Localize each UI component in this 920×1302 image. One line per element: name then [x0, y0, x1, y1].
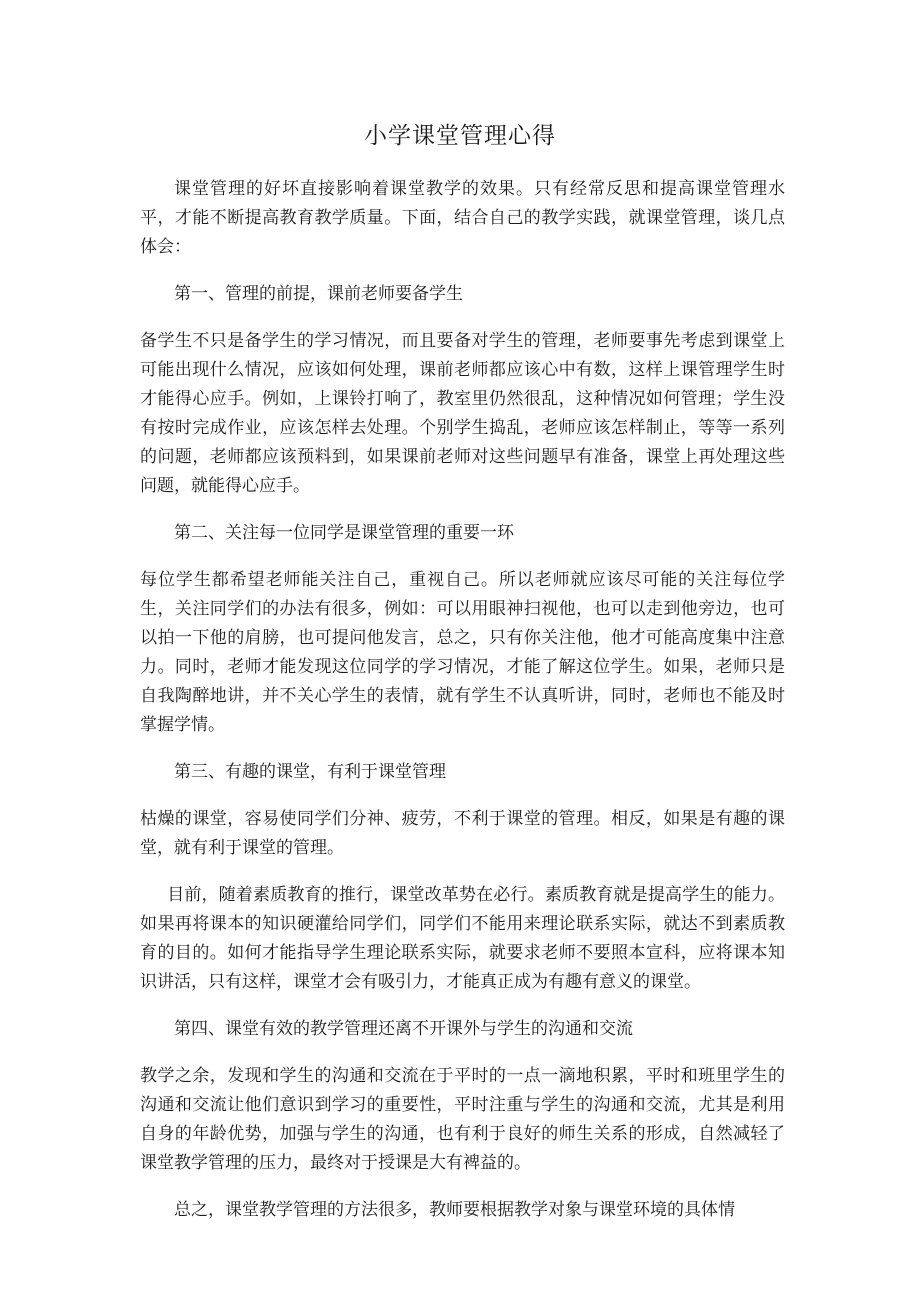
document-title: 小学课堂管理心得	[364, 123, 556, 149]
section-heading-3: 第三、有趣的课堂，有利于课堂管理	[174, 762, 446, 782]
body-paragraph: 目前，随着素质教育的推行，课堂改革势在必行。素质教育就是提高学生的能力。 如果再将课本的知识硬灌给同学们，同学们不能用来理论联系实际，就达不到素质教育的目的。如何才能指导学生理论联系实际，就要求老师不要照本宣科，应将课本知识讲活，只有这样，课堂才会有吸引力，才能真正成为有趣有意义的课堂。	[140, 885, 785, 992]
document-body	[140, 175, 785, 1243]
body-paragraph: 教学之余，发现和学生的沟通和交流在于平时的一点一滴地积累，平时和班里学生的沟通和交流让他们意识到学习的重要性，平时注重与学生的沟通和交流，尤其是利用自身的年龄优势，加强与学生的沟通，也有利于良好的师生关系的形成，自然减轻了课堂教学管理的压力，最终对于授课是大有裨益的。	[140, 1066, 785, 1173]
section-heading-4: 第四、课堂有效的教学管理还离不开课外与学生的沟通和交流	[174, 1019, 633, 1039]
body-paragraph: 备学生不只是备学生的学习情况，而且要备对学生的管理，老师要事先考虑到课堂上可能出现什么情况，应该如何处理，课前老师都应该心中有数，这样上课管理学生时才能得心应手。例如，上课铃打响了，教室里仍然很乱，这种情况如何管理；学生没有按时完成作业，应该怎样去处理。个别学生捣乱，老师应该怎样制止，等等一系列的问题，老师都应该预料到，如果课前老师对这些问题早有准备，课堂上再处理这些问题，就能得心应手。	[140, 331, 785, 496]
closing-paragraph: 总之，课堂教学管理的方法很多，教师要根据教学对象与课堂环境的具体情	[174, 1200, 735, 1220]
section-heading-1: 第一、管理的前提，课前老师要备学生	[174, 284, 463, 304]
body-paragraph: 枯燥的课堂，容易使同学们分神、疲劳，不利于课堂的管理。相反，如果是有趣的课堂，就有利于课堂的管理。	[140, 809, 785, 858]
body-paragraph: 每位学生都希望老师能关注自己，重视自己。所以老师就应该尽可能的关注每位学生，关注同学们的办法有很多，例如：可以用眼神扫视他，也可以走到他旁边，也可以拍一下他的肩膀，也可提问他发言，总之，只有你关注他，他才可能高度集中注意力。同时，老师才能发现这位同学的学习情况，才能了解这位学生。如果，老师只是自我陶醉地讲，并不关心学生的表情，就有学生不认真听讲，同时，老师也不能及时掌握学情。	[140, 570, 785, 735]
intro-paragraph: 课堂管理的好坏直接影响着课堂教学的效果。只有经常反思和提高课堂管理水平，才能不断提高教育教学质量。下面，结合自己的教学实践，就课堂管理，谈几点体会：	[140, 179, 785, 257]
section-heading-2: 第二、关注每一位同学是课堂管理的重要一环	[174, 523, 514, 543]
